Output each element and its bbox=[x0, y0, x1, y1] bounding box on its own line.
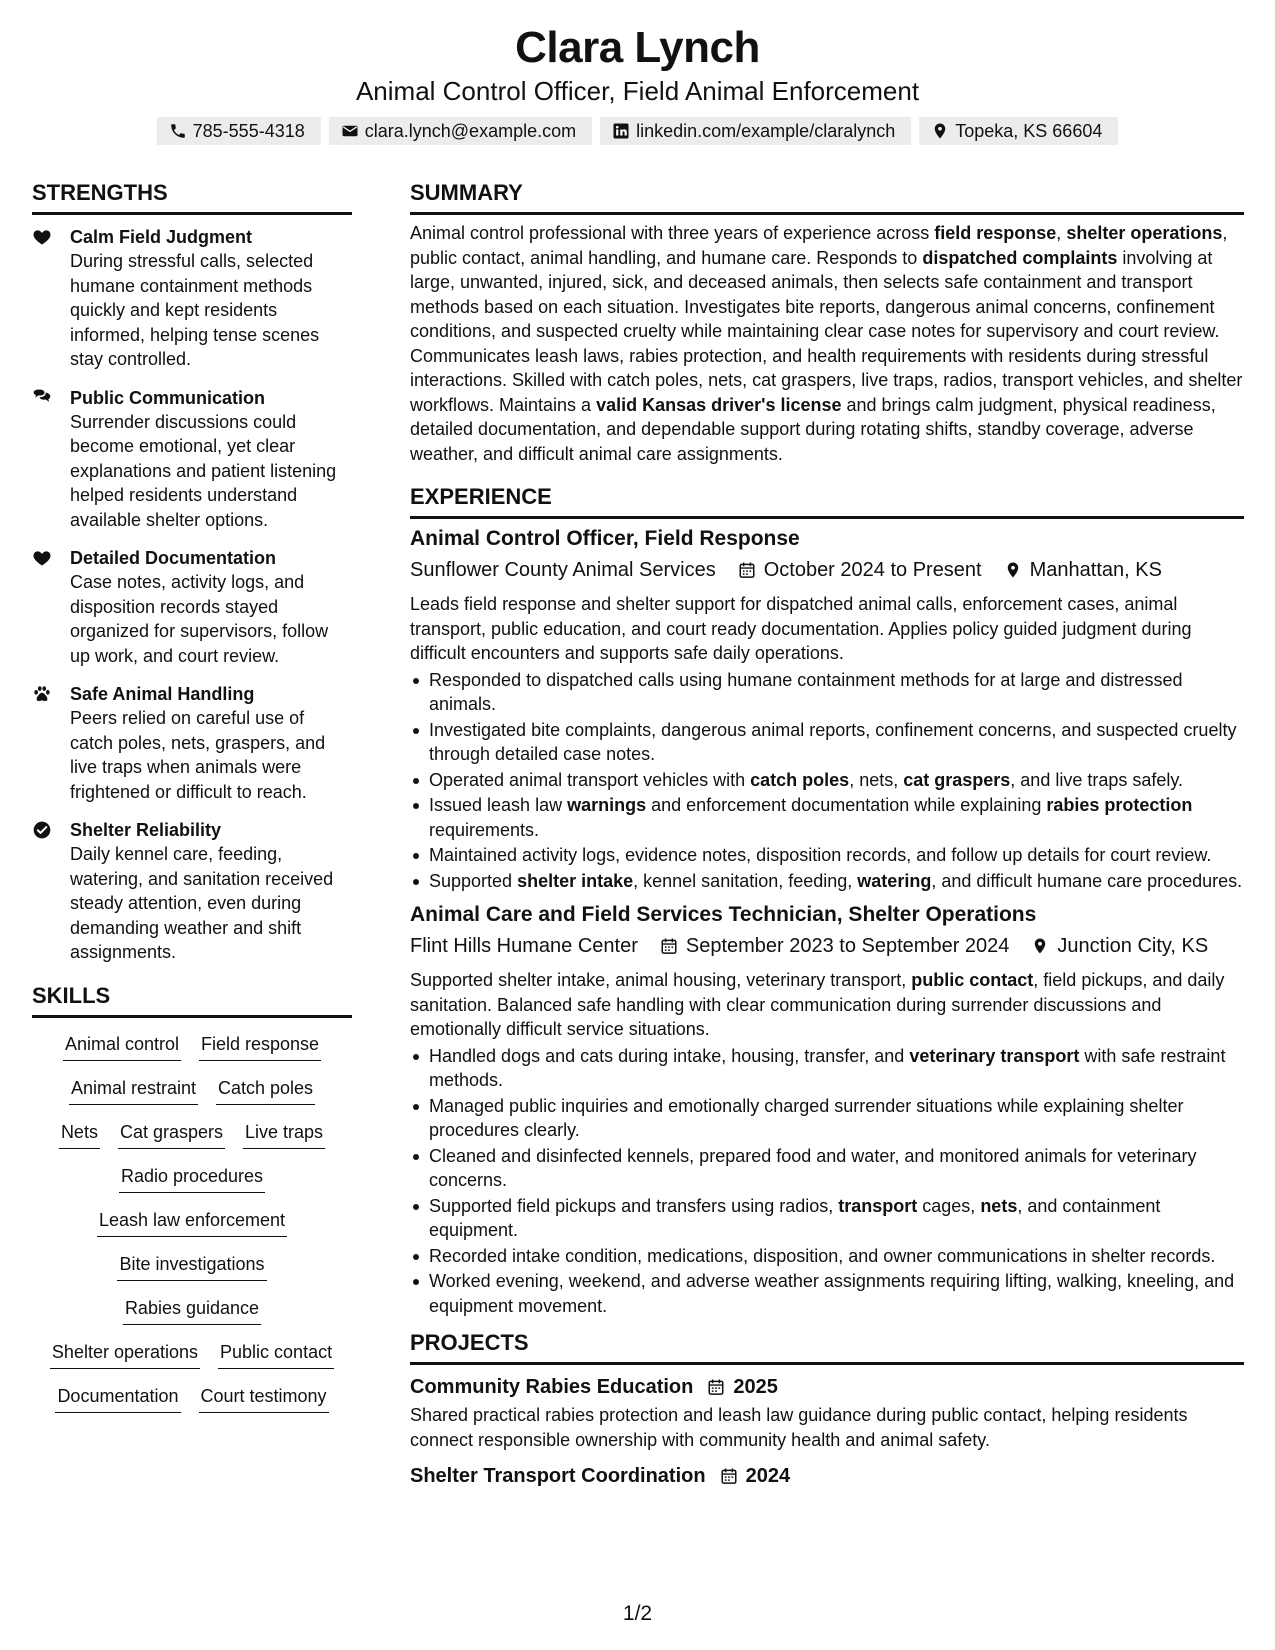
phone-text: 785-555-4318 bbox=[192, 120, 305, 141]
project-entry bbox=[410, 1373, 1244, 1452]
job-dates: September 2023 to September 2024 bbox=[685, 935, 1010, 957]
skill-row bbox=[32, 1017, 352, 1061]
strength-item bbox=[32, 225, 352, 372]
job-bullet: Operated animal transport vehicles with catch poles, nets, cat graspers, and live traps safely. bbox=[410, 768, 1244, 793]
resume-header bbox=[0, 22, 1275, 145]
location-text: Topeka, KS 66604 bbox=[955, 120, 1103, 141]
contact-email[interactable] bbox=[329, 117, 592, 145]
job-bullet: Responded to dispatched calls using humane containment methods for at large and distressed animals. bbox=[410, 668, 1244, 717]
project-name: Shelter Transport Coordination bbox=[410, 1465, 706, 1487]
job-bullet: Cleaned and disinfected kennels, prepared food and water, and monitored animals for veterinary concerns. bbox=[410, 1144, 1244, 1193]
strength-item bbox=[32, 386, 352, 533]
strengths-list bbox=[32, 225, 352, 965]
skill-row bbox=[32, 1237, 352, 1281]
job-meta bbox=[410, 556, 1244, 584]
skill-row bbox=[32, 1325, 352, 1369]
phone-icon bbox=[169, 122, 187, 140]
map-pin-icon-wrap bbox=[1004, 561, 1022, 579]
job-intro: Leads field response and shelter support for dispatched animal calls, enforcement cases, animal transport, public education, and court ready documentation. Applies policy guided judgment during difficult encounters and supports safe daily operations. bbox=[410, 594, 1192, 663]
calendar-icon bbox=[707, 1378, 725, 1396]
job-bullet: Managed public inquiries and emotionally charged surrender situations while explaining shelter procedures clearly. bbox=[410, 1094, 1244, 1143]
job-bullets bbox=[410, 1044, 1244, 1319]
strength-text bbox=[70, 818, 352, 965]
contact-bar bbox=[0, 117, 1275, 145]
chat-bubbles-icon bbox=[32, 386, 56, 533]
skill-row bbox=[32, 1281, 352, 1325]
skill-tag: Catch poles bbox=[216, 1075, 315, 1105]
map-pin-icon bbox=[1031, 937, 1049, 955]
project-year: 2025 bbox=[733, 1376, 778, 1398]
job-entry bbox=[410, 525, 1244, 893]
contact-location bbox=[919, 117, 1118, 145]
project-title bbox=[410, 1373, 1244, 1401]
strength-title: Public Communication bbox=[70, 387, 266, 408]
project-name: Community Rabies Education bbox=[410, 1376, 694, 1398]
job-bullet: Worked evening, weekend, and adverse weather assignments requiring lifting, walking, kneeling, and equipment movement. bbox=[410, 1269, 1244, 1318]
skill-tag: Nets bbox=[59, 1119, 100, 1149]
job-title: Animal Care and Field Services Technician, Shelter Operations bbox=[410, 903, 1037, 926]
strength-title: Detailed Documentation bbox=[70, 548, 277, 568]
calendar-icon bbox=[720, 1467, 738, 1485]
skill-tag: Live traps bbox=[243, 1119, 325, 1149]
project-title bbox=[410, 1462, 1244, 1490]
page-number: 1/2 bbox=[622, 1602, 653, 1625]
strength-text bbox=[70, 386, 352, 533]
job-meta bbox=[410, 932, 1244, 960]
bold-text: dispatched complaints bbox=[922, 247, 1118, 268]
strength-item bbox=[32, 546, 352, 668]
strength-text bbox=[70, 225, 352, 372]
bold-text: field response bbox=[934, 223, 1057, 243]
skills-heading: SKILLS bbox=[32, 981, 352, 1018]
bold-text: transport bbox=[838, 1195, 918, 1216]
skill-tag: Cat graspers bbox=[118, 1119, 225, 1149]
calendar-icon-wrap bbox=[720, 1467, 738, 1485]
map-pin-icon bbox=[1004, 561, 1022, 579]
heart-icon bbox=[32, 546, 56, 668]
strength-text bbox=[70, 546, 352, 668]
experience-heading: EXPERIENCE bbox=[410, 482, 1244, 519]
strength-text bbox=[70, 682, 352, 804]
bold-text: warnings bbox=[567, 795, 647, 815]
job-bullet: Issued leash law warnings and enforcement documentation while explaining rabies protection requirements. bbox=[410, 793, 1244, 842]
calendar-icon-wrap bbox=[660, 937, 678, 955]
job-title: Animal Control Officer, Field Response bbox=[410, 527, 800, 550]
envelope-icon bbox=[341, 122, 359, 140]
skill-tag: Shelter operations bbox=[50, 1339, 200, 1369]
skill-row bbox=[32, 1149, 352, 1193]
skill-tag: Animal control bbox=[63, 1031, 181, 1061]
skill-tag: Rabies guidance bbox=[123, 1295, 261, 1325]
linkedin-text: linkedin.com/example/claralynch bbox=[636, 120, 896, 141]
strength-item bbox=[32, 682, 352, 804]
job-bullet: Supported shelter intake, kennel sanitation, feeding, watering, and difficult humane care procedures. bbox=[410, 869, 1244, 894]
skill-row bbox=[32, 1061, 352, 1105]
bold-text: catch poles bbox=[750, 769, 850, 790]
candidate-title: Animal Control Officer, Field Animal Enforcement bbox=[355, 76, 920, 106]
job-bullet: Recorded intake condition, medications, disposition, and owner communications in shelter records. bbox=[410, 1244, 1244, 1269]
project-description: Shared practical rabies protection and leash law guidance during public contact, helping residents connect responsible ownership with community health and animal safety. bbox=[410, 1405, 1188, 1450]
job-bullet: Supported field pickups and transfers using radios, transport cages, nets, and containment equipment. bbox=[410, 1194, 1244, 1243]
strength-title: Safe Animal Handling bbox=[70, 684, 255, 704]
linkedin-icon bbox=[612, 122, 630, 140]
job-bullet: Investigated bite complaints, dangerous animal reports, confinement concerns, and suspected cruelty through detailed case notes. bbox=[410, 718, 1244, 767]
bold-text: rabies protection bbox=[1046, 795, 1193, 815]
strengths-heading: STRENGTHS bbox=[32, 178, 352, 215]
strength-description: Surrender discussions could become emotional, yet clear explanations and patient listening helped residents understand available shelter options. bbox=[70, 411, 337, 530]
bold-text: veterinary transport bbox=[909, 1045, 1080, 1066]
bold-text: valid Kansas driver's license bbox=[596, 394, 842, 415]
skill-tag: Documentation bbox=[55, 1383, 180, 1413]
job-bullet: Handled dogs and cats during intake, housing, transfer, and veterinary transport with safe restraint methods. bbox=[410, 1044, 1244, 1093]
skill-tag: Leash law enforcement bbox=[97, 1207, 287, 1237]
calendar-icon-wrap bbox=[738, 561, 756, 579]
job-entry bbox=[410, 901, 1244, 1318]
job-location: Manhattan, KS bbox=[1029, 559, 1162, 581]
bold-text: shelter intake bbox=[517, 870, 634, 891]
check-circle-icon bbox=[32, 818, 56, 965]
skill-tag: Court testimony bbox=[199, 1383, 329, 1413]
strength-description: Case notes, activity logs, and disposition records stayed organized for supervisors, follow up work, and court review. bbox=[70, 572, 329, 666]
skill-tag: Radio procedures bbox=[119, 1163, 265, 1193]
strength-item bbox=[32, 818, 352, 965]
strength-description: During stressful calls, selected humane containment methods quickly and kept residents informed, helping tense scenes stay controlled. bbox=[70, 251, 320, 369]
right-column bbox=[410, 178, 1244, 1490]
bold-text: watering bbox=[857, 870, 932, 891]
bold-text: shelter operations bbox=[1066, 223, 1223, 243]
projects-list bbox=[410, 1373, 1244, 1490]
contact-phone[interactable] bbox=[157, 117, 321, 145]
job-bullet: Maintained activity logs, evidence notes, disposition records, and follow up details for court review. bbox=[410, 843, 1244, 868]
strength-description: Peers relied on careful use of catch poles, nets, graspers, and live traps when animals were frightened or difficult to reach. bbox=[70, 708, 326, 802]
contact-linkedin[interactable] bbox=[600, 117, 911, 145]
paw-icon bbox=[32, 682, 56, 804]
bold-text: public contact bbox=[911, 970, 1034, 990]
calendar-icon bbox=[660, 937, 678, 955]
skill-tag: Animal restraint bbox=[69, 1075, 198, 1105]
project-entry bbox=[410, 1462, 1244, 1490]
project-year: 2024 bbox=[745, 1465, 791, 1487]
skill-tag: Bite investigations bbox=[117, 1251, 266, 1281]
skill-tag: Public contact bbox=[218, 1339, 334, 1369]
strength-title: Calm Field Judgment bbox=[70, 227, 253, 247]
bold-text: nets bbox=[980, 1195, 1018, 1216]
job-company: Sunflower County Animal Services bbox=[410, 559, 716, 581]
experience-list bbox=[410, 525, 1244, 1318]
skills-list bbox=[32, 1017, 352, 1413]
job-location: Junction City, KS bbox=[1057, 935, 1209, 957]
summary-heading: SUMMARY bbox=[410, 178, 1244, 215]
heart-icon bbox=[32, 225, 56, 372]
job-dates: October 2024 to Present bbox=[763, 559, 982, 581]
job-company: Flint Hills Humane Center bbox=[410, 935, 638, 957]
strength-description: Daily kennel care, feeding, watering, and sanitation received steady attention, even during demanding weather and shift assignments. bbox=[70, 844, 334, 962]
bold-text: cat graspers bbox=[903, 769, 1011, 790]
skill-row bbox=[32, 1105, 352, 1149]
strength-title: Shelter Reliability bbox=[70, 820, 222, 840]
projects-heading: PROJECTS bbox=[410, 1328, 1244, 1365]
map-pin-icon bbox=[931, 122, 949, 140]
calendar-icon-wrap bbox=[707, 1378, 725, 1396]
email-text: clara.lynch@example.com bbox=[364, 120, 577, 141]
job-intro: Supported shelter intake, animal housing, veterinary transport, public contact, field pickups, and daily sanitation. Balanced safe handling with clear communication during surrender discussions and emotionally difficult service situations. bbox=[410, 970, 1225, 1039]
skill-row bbox=[32, 1193, 352, 1237]
calendar-icon bbox=[738, 561, 756, 579]
left-column bbox=[32, 178, 352, 1413]
map-pin-icon-wrap bbox=[1031, 937, 1049, 955]
skill-tag: Field response bbox=[199, 1031, 321, 1061]
job-bullets bbox=[410, 668, 1244, 894]
candidate-name: Clara Lynch bbox=[515, 23, 760, 72]
summary-text: Animal control professional with three years of experience across field response, shelter operations, public contact, animal handling, and humane care. Responds to dispatched complaints involving at large, unwanted, injured, sick, and deceased animals, then selects safe containment and transport methods based on each situation. Investigates bite reports, dangerous animal concerns, confinement conditions, and suspected cruelty while maintaining clear case notes for supervisory and court review. Communicates leash laws, rabies protection, and health requirements with residents during stressful interactions. Skilled with catch poles, nets, cat graspers, live traps, radios, transport vehicles, and shelter workflows. Maintains a valid Kansas driver's license and brings calm judgment, physical readiness, detailed documentation, and dependable support during rotating shifts, standby coverage, adverse weather, and difficult animal care assignments. bbox=[410, 223, 1243, 464]
skill-row bbox=[32, 1369, 352, 1413]
